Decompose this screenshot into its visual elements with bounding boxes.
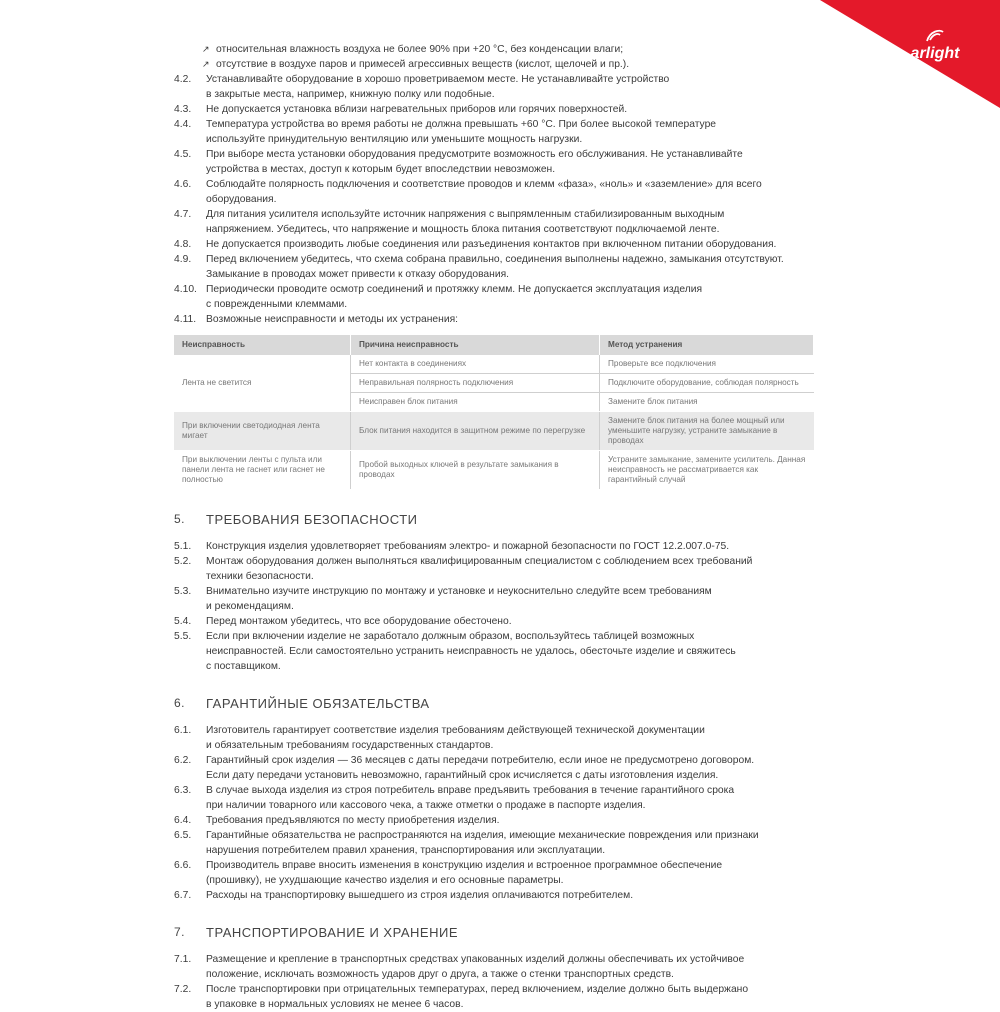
cause-cell: Блок питания находится в защитном режиме по перегрузке (351, 412, 600, 451)
clause-number: 4.8. (174, 239, 192, 250)
clause-number: 4.2. (174, 74, 192, 85)
clause-line: напряжением. Убедитесь, что напряжение и мощность блока питания соответствуют подключаемой ленте. (206, 224, 720, 235)
numbered-clause (174, 584, 814, 614)
clause-line: Замыкание в проводах может привести к отказу оборудования. (206, 269, 510, 280)
clause-number: 6.3. (174, 785, 192, 796)
clause-line: Возможные неисправности и методы их устранения: (206, 314, 459, 325)
clause-number: 4.10. (174, 284, 197, 295)
clause-line: и рекомендациям. (206, 601, 294, 612)
clause-line: в закрытые места, например, книжную полку или подобные. (206, 89, 495, 100)
numbered-clause (174, 539, 814, 554)
numbered-clause (174, 783, 814, 813)
method-cell: Замените блок питания на более мощный или уменьшите нагрузку, устраните замыкание в проводах (600, 412, 814, 451)
numbered-clause (174, 72, 814, 102)
clause-line: Для питания усилителя используйте источник напряжения с выпрямленным стабилизированным выходным (206, 209, 725, 220)
numbered-clause (174, 252, 814, 282)
numbered-clause (174, 282, 814, 312)
clause-number: 4.3. (174, 104, 192, 115)
numbered-clause (174, 117, 814, 147)
clause-line: Конструкция изделия удовлетворяет требованиям электро- и пожарной безопасности по ГОСТ 12.2.007.0-75. (206, 541, 730, 552)
clause-line: При выборе места установки оборудования предусмотрите возможность его обслуживания. Не устанавливайте (206, 149, 743, 160)
clause-line: техники безопасности. (206, 571, 314, 582)
fault-table-row (174, 412, 814, 451)
clause-line: неисправностей. Если самостоятельно устранить неисправность не удалось, обесточьте изделие и свяжитесь (206, 646, 736, 657)
clause-line: и обязательным требованиям государственных стандартов. (206, 740, 494, 751)
method-cell: Устраните замыкание, замените усилитель. Данная неисправность не рассматривается как гарантийный случай (600, 451, 814, 490)
numbered-clause (174, 207, 814, 237)
bullet-text: относительная влажность воздуха не более 90% при +20 °С, без конденсации влаги; (216, 44, 624, 55)
fault-cell: При выключении ленты с пульта или панели лента не гаснет или гаснет не полностью (174, 451, 351, 490)
cause-cell: Нет контакта в соединениях (351, 355, 600, 374)
clause-number: 5.3. (174, 586, 192, 597)
clause-line: Перед включением убедитесь, что схема собрана правильно, соединения выполнены надежно, замыкания отсутствуют. (206, 254, 784, 265)
numbered-clause (174, 102, 814, 117)
numbered-clause (174, 177, 814, 207)
section-heading (174, 696, 814, 711)
clause-line: (прошивку), не ухудшающие качество изделия и его основные параметры. (206, 875, 564, 886)
logo-text: arlight (910, 45, 960, 62)
method-cell: Подключите оборудование, соблюдая полярность (600, 374, 814, 393)
fault-table-header: Неисправность (174, 335, 351, 355)
clause-line: Монтаж оборудования должен выполняться квалифицированным специалистом с соблюдением всех требований (206, 556, 753, 567)
section-number: 6. (174, 696, 186, 710)
fault-table-header: Причина неисправность (351, 335, 600, 355)
fault-cell: Лента не светится (174, 355, 351, 412)
clause-number: 6.5. (174, 830, 192, 841)
clause-line: Требования предъявляются по месту приобретения изделия. (206, 815, 500, 826)
logo-swoosh-icon (924, 28, 946, 44)
clause-line: устройства в местах, доступ к которым будет впоследствии невозможен. (206, 164, 556, 175)
numbered-clause (174, 753, 814, 783)
fault-cell: При включении светодиодная лента мигает (174, 412, 351, 451)
bullet-text: отсутствие в воздухе паров и примесей агрессивных веществ (кислот, щелочей и пр.). (216, 59, 630, 70)
fault-table-header: Метод устранения (600, 335, 814, 355)
numbered-clause (174, 888, 814, 903)
clause-line: Размещение и крепление в транспортных средствах упакованных изделий должны обеспечивать их устойчивое (206, 954, 745, 965)
clause-line: положение, исключать возможность ударов друг о друга, а также о стенки транспортных средств. (206, 969, 674, 980)
cause-cell: Неисправен блок питания (351, 393, 600, 412)
cause-cell: Неправильная полярность подключения (351, 374, 600, 393)
clause-line: с поврежденными клеммами. (206, 299, 348, 310)
clause-number: 5.1. (174, 541, 192, 552)
clause-line: Внимательно изучите инструкцию по монтажу и установке и неукоснительно следуйте всем требованиям (206, 586, 712, 597)
clause-line: Изготовитель гарантирует соответствие изделия требованиям действующей технической документации (206, 725, 705, 736)
clause-number: 4.4. (174, 119, 192, 130)
cause-cell: Пробой выходных ключей в результате замыкания в проводах (351, 451, 600, 490)
bullet-item (174, 57, 814, 72)
clause-line: Не допускается установка вблизи нагревательных приборов или горячих поверхностей. (206, 104, 628, 115)
arrow-bullet-icon: ↗ (202, 44, 210, 54)
section-number: 7. (174, 925, 186, 939)
numbered-clause (174, 554, 814, 584)
clause-line: Устанавливайте оборудование в хорошо проветриваемом месте. Не устанавливайте устройство (206, 74, 670, 85)
clause-line: Периодически проводите осмотр соединений и протяжку клемм. Не допускается эксплуатация изделия (206, 284, 703, 295)
clause-line: Производитель вправе вносить изменения в конструкцию изделия и встроенное программное обеспечение (206, 860, 723, 871)
clause-line: в упаковке в нормальных условиях не менее 6 часов. (206, 999, 464, 1010)
clause-line: при наличии товарного или кассового чека, а также отметки о продаже в паспорте изделия. (206, 800, 646, 811)
clause-number: 7.1. (174, 954, 192, 965)
clause-number: 5.4. (174, 616, 192, 627)
clause-line: нарушения потребителем правил хранения, транспортирования или эксплуатации. (206, 845, 606, 856)
clause-line: Если при включении изделие не заработало должным образом, воспользуйтесь таблицей возможных (206, 631, 695, 642)
clause-number: 7.2. (174, 984, 192, 995)
numbered-clause (174, 629, 814, 674)
clause-number: 6.4. (174, 815, 192, 826)
method-cell: Замените блок питания (600, 393, 814, 412)
clause-number: 6.1. (174, 725, 192, 736)
numbered-clause (174, 813, 814, 828)
section-title: ТРАНСПОРТИРОВАНИЕ И ХРАНЕНИЕ (206, 925, 458, 940)
numbered-clause (174, 828, 814, 858)
bullet-item (174, 42, 814, 57)
method-cell: Проверьте все подключения (600, 355, 814, 374)
clause-line: В случае выхода изделия из строя потребитель вправе предъявить требования в течение гарантийного срока (206, 785, 735, 796)
section-number: 5. (174, 512, 186, 526)
clause-line: Гарантийные обязательства не распространяются на изделия, имеющие механические повреждения или признаки (206, 830, 759, 841)
clause-line: Соблюдайте полярность подключения и соответствие проводов и клемм «фаза», «ноль» и «заземление» для всего (206, 179, 762, 190)
clause-line: После транспортировки при отрицательных температурах, перед включением, изделие должно быть выдержано (206, 984, 749, 995)
numbered-clause (174, 723, 814, 753)
clause-line: используйте принудительную вентиляцию или уменьшите мощность нагрузки. (206, 134, 583, 145)
clause-number: 6.2. (174, 755, 192, 766)
fault-table-header-row (174, 335, 814, 355)
clause-number: 4.11. (174, 314, 197, 325)
clause-line: Если дату передачи установить невозможно, гарантийный срок исчисляется с даты изготовления изделия. (206, 770, 719, 781)
arrow-bullet-icon: ↗ (202, 59, 210, 69)
fault-table (174, 335, 814, 490)
clause-line: Гарантийный срок изделия — 36 месяцев с даты передачи потребителю, если иное не предусмотрено договором. (206, 755, 755, 766)
numbered-clause (174, 147, 814, 177)
section-title: ТРЕБОВАНИЯ БЕЗОПАСНОСТИ (206, 512, 418, 527)
clause-number: 6.7. (174, 890, 192, 901)
clause-number: 5.2. (174, 556, 192, 567)
document-body (174, 42, 814, 1012)
numbered-clause (174, 982, 814, 1012)
numbered-clause (174, 858, 814, 888)
fault-table-row (174, 355, 814, 374)
section-heading (174, 925, 814, 940)
clause-number: 4.9. (174, 254, 192, 265)
clause-line: с поставщиком. (206, 661, 281, 672)
section-heading (174, 512, 814, 527)
clause-number: 4.5. (174, 149, 192, 160)
numbered-clause (174, 614, 814, 629)
section-title: ГАРАНТИЙНЫЕ ОБЯЗАТЕЛЬСТВА (206, 696, 430, 711)
clause-number: 5.5. (174, 631, 192, 642)
clause-number: 4.6. (174, 179, 192, 190)
clause-line: Перед монтажом убедитесь, что все оборудование обесточено. (206, 616, 512, 627)
numbered-clause (174, 312, 814, 327)
clause-line: Расходы на транспортировку вышедшего из строя изделия оплачиваются потребителем. (206, 890, 634, 901)
numbered-clause (174, 237, 814, 252)
clause-line: Температура устройства во время работы не должна превышать +60 °С. При более высокой температуре (206, 119, 717, 130)
fault-table-row (174, 451, 814, 490)
numbered-clause (174, 952, 814, 982)
clause-number: 6.6. (174, 860, 192, 871)
clause-line: Не допускается производить любые соединения или разъединения контактов при включенном питании оборудования. (206, 239, 777, 250)
brand-logo (880, 28, 990, 63)
clause-number: 4.7. (174, 209, 192, 220)
clause-line: оборудования. (206, 194, 277, 205)
